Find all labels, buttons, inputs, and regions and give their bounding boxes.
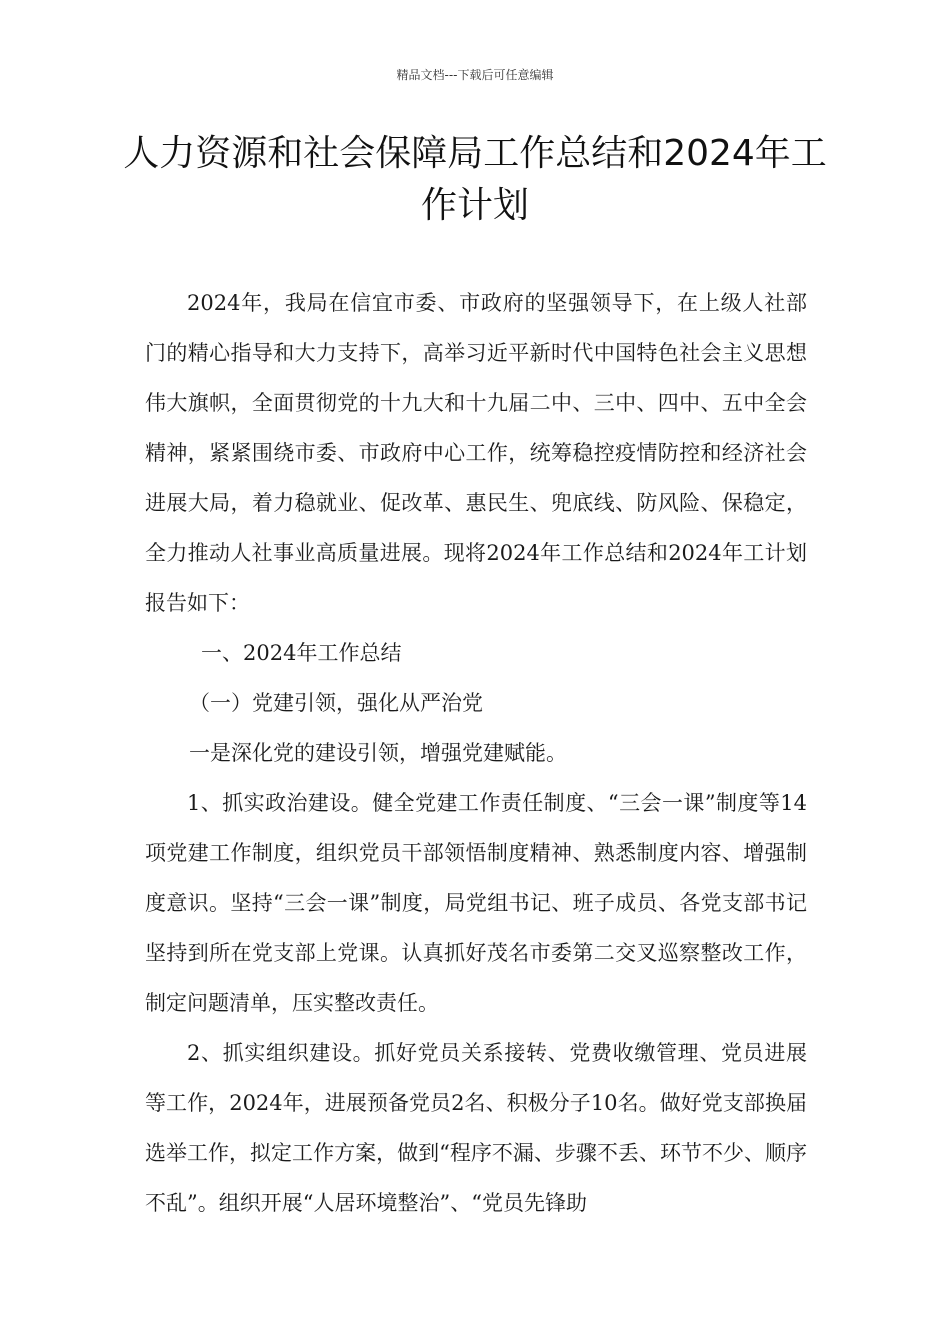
document-title: 人力资源和社会保障局工作总结和2024年工作计划 [123,133,827,226]
point-heading-1: 一是深化党的建设引领，增强党建赋能。 [189,741,567,765]
intro-paragraph: 2024年，我局在信宜市委、市政府的坚强领导下，在上级人社部门的精心指导和大力支持下，高举习近平新时代中国特色社会主义思想伟大旗帜，全面贯彻党的十九大和十九届二中、三中、四中、五中全会精神，紧紧围绕市委、市政府中心工作，统筹稳控疫情防控和经济社会进展大局，着力稳就业、促改革、惠民生、兜底线、防风险、保稳定，全力推动人社事业高质量进展。现将2024年工作总结和2024年工计划报告如下： [145,291,807,615]
item-paragraph-1: 1、抓实政治建设。健全党建工作责任制度、“三会一课”制度等14项党建工作制度，组织党员干部领悟制度精神、熟悉制度内容、增强制度意识。坚持“三会一课”制度，局党组书记、班子成员、各党支部书记坚持到所在党支部上党课。认真抓好茂名市委第二交叉巡察整改工作，制定问题清单，压实整改责任。 [145,791,807,1015]
subsection-heading-1: （一）党建引领，强化从严治党 [189,691,483,715]
document-body [145,278,807,1228]
item-paragraph-2: 2、抓实组织建设。抓好党员关系接转、党费收缴管理、党员进展等工作，2024年，进展预备党员2名、积极分子10名。做好党支部换届选举工作，拟定工作方案，做到“程序不漏、步骤不丢、环节不少、顺序不乱”。组织开展“人居环境整治”、“党员先锋助 [145,1041,807,1215]
header-note: 精品文档---下载后可任意编辑 [396,68,554,82]
section-heading-1: 一、2024年工作总结 [201,641,402,665]
